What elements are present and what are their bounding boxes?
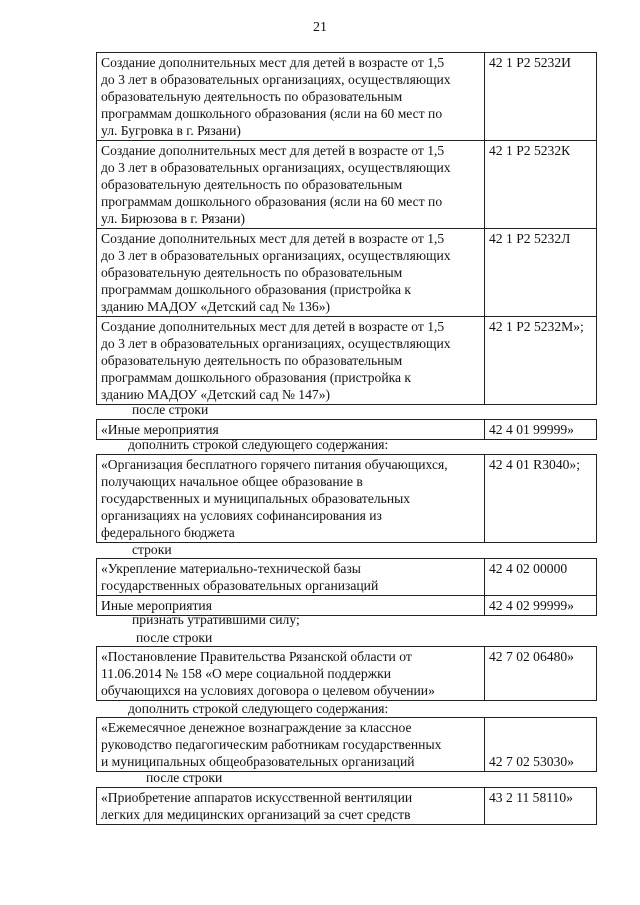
table-row [97,718,596,771]
row-name-line: руководство педагогическим работникам государственных [101,737,442,752]
row-name [97,718,485,771]
row-code: 42 4 01 R3040»; [489,457,581,472]
row-name-line: «Ежемесячное денежное вознаграждение за классное [101,720,412,735]
row-code: 42 1 P2 5232Л [489,231,571,246]
note-add-line: дополнить строкой следующего содержания: [128,437,389,452]
row-code: 42 7 02 53030» [489,754,574,769]
row-name-line: образовательную деятельность по образовательным [101,89,403,104]
row-name-line: 11.06.2014 № 158 «О мере социальной поддержки [101,666,391,681]
row-name-line: государственных образовательных организаций [101,578,379,593]
row-name-line: образовательную деятельность по образовательным [101,265,403,280]
row-name-line: Иные мероприятия [101,598,212,613]
row-name [97,53,485,140]
row-name [97,317,485,404]
row-name-line: зданию МАДОУ «Детский сад № 136») [101,299,331,314]
row-name [97,229,485,316]
row-name-line: программам дошкольного образования (ясли на 60 мест по [101,194,443,209]
row-name-line: и муниципальных общеобразовательных организаций [101,754,415,769]
row-name-line: до 3 лет в образовательных организациях, осуществляющих [101,248,451,263]
row-name-line: «Постановление Правительства Рязанской области от [101,649,412,664]
table-block-ventilators [96,787,597,825]
row-name [97,455,485,542]
row-code: 42 1 P2 5232К [489,143,571,158]
table-row [97,53,596,140]
row-name-line: Создание дополнительных мест для детей в возрасте от 1,5 [101,143,445,158]
row-name-line: ул. Бугровка в г. Рязани) [101,123,241,138]
table-block-hot-meals [96,454,597,543]
row-name-line: «Иные мероприятия [101,422,219,437]
table-row [97,559,596,595]
page-number: 21 [313,20,327,35]
table-row [97,788,596,824]
table-block-preschool-places [96,52,597,405]
row-name-line: программам дошкольного образования (ясли на 60 мест по [101,106,443,121]
table-row [97,228,596,316]
table-row [97,647,596,700]
row-name [97,559,485,595]
row-name-line: «Организация бесплатного горячего питания обучающихся, [101,457,448,472]
row-name-line: федерального бюджета [101,525,235,540]
row-name-line: легких для медицинских организаций за счет средств [101,807,411,822]
row-code: 42 1 P2 5232И [489,55,571,70]
note-add-line-2: дополнить строкой следующего содержания: [128,701,389,716]
row-name-line: «Приобретение аппаратов искусственной вентиляции [101,790,413,805]
row-name-line: организациях на условиях софинансирования из [101,508,382,523]
note-after-line-2: после строки [136,630,213,645]
row-code: 42 7 02 06480» [489,649,574,664]
row-name-line: «Укрепление материально-технической базы [101,561,361,576]
row-name-line: Создание дополнительных мест для детей в возрасте от 1,5 [101,55,445,70]
row-name-line: Создание дополнительных мест для детей в возрасте от 1,5 [101,319,445,334]
row-name-line: образовательную деятельность по образовательным [101,177,403,192]
row-code: 42 4 02 99999» [489,598,574,613]
row-code: 43 2 11 58110» [489,790,573,805]
row-code: 42 1 P2 5232М»; [489,319,584,334]
row-name-line: получающих начальное общее образование в [101,474,363,489]
table-block-material-base [96,558,597,616]
row-code: 42 4 02 00000 [489,561,568,576]
row-name-line: государственных и муниципальных образовательных [101,491,411,506]
row-name-line: до 3 лет в образовательных организациях, осуществляющих [101,336,451,351]
table-row [97,316,596,404]
row-name [97,788,485,824]
row-name [97,647,485,700]
table-row [97,140,596,228]
row-name-line: до 3 лет в образовательных организациях, осуществляющих [101,72,451,87]
row-name-line: образовательную деятельность по образовательным [101,353,403,368]
note-invalidate: признать утратившими силу; [132,612,300,627]
row-code: 42 4 01 99999» [489,422,574,437]
table-block-resolution [96,646,597,701]
row-name-line: программам дошкольного образования (пристройка к [101,282,412,297]
note-lines: строки [132,542,172,557]
row-name-line: зданию МАДОУ «Детский сад № 147») [101,387,331,402]
table-block-teacher-reward [96,717,597,772]
row-name-line: программам дошкольного образования (пристройка к [101,370,412,385]
note-after-line-3: после строки [146,770,223,785]
row-name [97,141,485,228]
row-name-line: до 3 лет в образовательных организациях, осуществляющих [101,160,451,175]
row-name-line: обучающихся на условиях договора о целевом обучении» [101,683,435,698]
note-after-line: после строки [132,402,209,417]
row-name-line: Создание дополнительных мест для детей в возрасте от 1,5 [101,231,445,246]
table-row [97,455,596,542]
row-name-line: ул. Бирюзова в г. Рязани) [101,211,246,226]
